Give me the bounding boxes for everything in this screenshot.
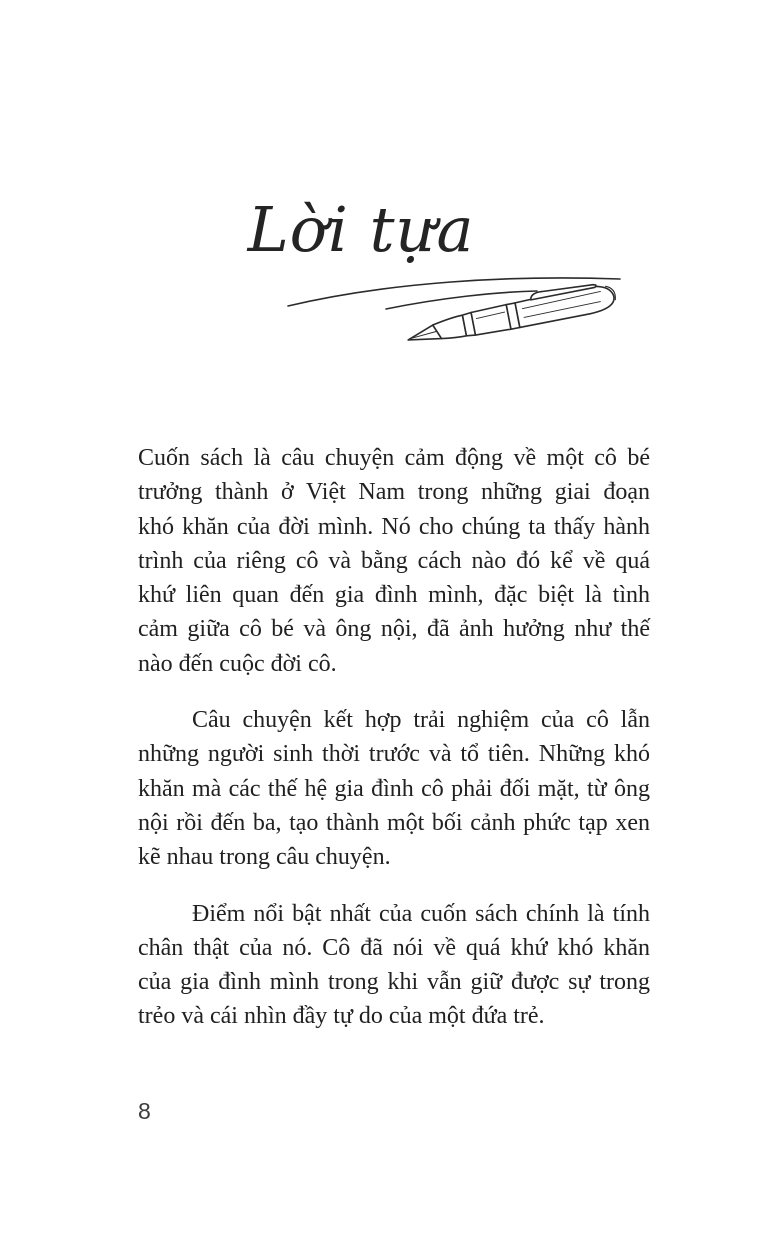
text-line: trẻo và cái nhìn đầy tự do của một đứa trẻ. bbox=[138, 1003, 545, 1030]
text-line: kẽ nhau trong câu chuyện. bbox=[138, 844, 391, 871]
text-line: nào đến cuộc đời cô. bbox=[138, 650, 337, 677]
paragraph bbox=[138, 441, 650, 681]
text-line: trưởng thành ở Việt Nam trong những giai đoạn bbox=[138, 479, 650, 506]
paragraph bbox=[138, 897, 650, 1034]
text-line: Cuốn sách là câu chuyện cảm động về một cô bé bbox=[138, 445, 650, 471]
text-line: của gia đình mình trong khi vẫn giữ được sự trong bbox=[138, 969, 650, 996]
page-body bbox=[138, 441, 650, 1034]
text-line: khứ liên quan đến gia đình mình, đặc biệt là tình bbox=[138, 582, 650, 609]
chapter-title: Lời tựa bbox=[247, 193, 475, 266]
pen-barrel bbox=[471, 305, 511, 336]
text-line: khó khăn của đời mình. Nó cho chúng ta thấy hành bbox=[138, 513, 650, 540]
text-line: nội rồi đến ba, tạo thành một bối cảnh phức tạp xen bbox=[138, 809, 650, 836]
text-line: khăn mà các thế hệ gia đình cô phải đối mặt, từ ông bbox=[138, 775, 650, 802]
paragraph bbox=[138, 703, 650, 874]
page-number: 8 bbox=[138, 1098, 151, 1124]
text-line: Điểm nổi bật nhất của cuốn sách chính là tính bbox=[192, 900, 650, 927]
fountain-pen-illustration bbox=[250, 272, 640, 360]
text-line: chân thật của nó. Cô đã nói về quá khứ khó khăn bbox=[138, 934, 650, 961]
text-line: những người sinh thời trước và tổ tiên. Những khó bbox=[138, 741, 650, 768]
text-line: trình của riêng cô và bằng cách nào đó kể về quá bbox=[138, 547, 650, 574]
text-line: Câu chuyện kết hợp trải nghiệm của cô lẫn bbox=[192, 707, 650, 734]
text-line: cảm giữa cô bé và ông nội, đã ảnh hưởng như thế bbox=[138, 616, 650, 643]
